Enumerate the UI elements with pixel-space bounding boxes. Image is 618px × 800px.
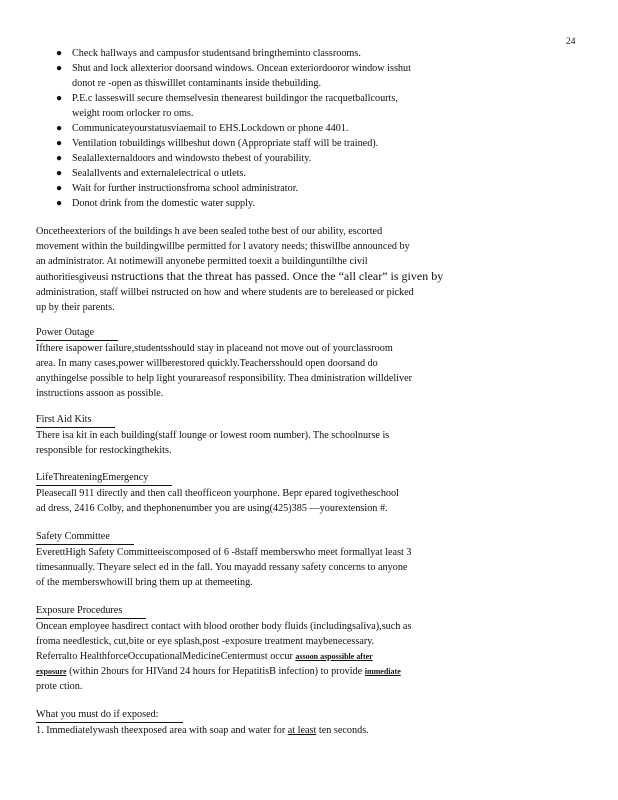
section-heading: What you must do if exposed: (36, 707, 183, 723)
first-aid-section (36, 412, 498, 458)
section-line: froma needlestick, cut,bite or eye splash,post -exposure treatment maybenecessary. (36, 636, 375, 647)
emphasis-text: exposure (36, 667, 67, 676)
bullet-item (54, 151, 494, 166)
bullet-icon: ● (56, 63, 63, 74)
bullet-text: P.E.c lasseswill secure themselvesin thenearest buildingor the racquetballcourts, (72, 93, 398, 104)
bullet-text: Ventilation tobuildings willbeshut down (Appropriate staff will be trained). (72, 138, 379, 149)
bullet-text: weight room orlocker ro oms. (72, 108, 194, 119)
section-line: EverettHigh Safety Committeeiscomposed of 6 -8staff memberswho meet formallyat least 3 (36, 547, 412, 558)
emphasis-text: immediate (364, 667, 401, 676)
bullet-icon: ● (56, 123, 63, 134)
section-heading: Safety Committee (36, 529, 134, 545)
section-line: timesannually. Theyare select ed in the fall. You mayadd ressany safety concerns to anyone (36, 562, 408, 573)
section-line: Pleasecall 911 directly and then call theofficeon yourphone. Bepr epared togivetheschool (36, 488, 399, 499)
section-line: anythingelse possible to help light yourareasof responsibility. Thea dministration willdeliver (36, 373, 413, 384)
section-line: 1. Immediatelywash theexposed area with soap and water for at least ten seconds. (36, 725, 369, 736)
bullet-item (54, 46, 494, 61)
intro-paragraph (36, 224, 506, 315)
bullet-icon: ● (56, 93, 63, 104)
section-line: Referralto HealthforceOccupationalMedicineCentermust occur assoon aspossible after (36, 651, 373, 662)
bullet-item (54, 196, 494, 211)
section-line: ad dress, 2416 Colby, and thephonenumber you are using(425)385 —yourextension #. (36, 503, 388, 514)
bullet-text: Wait for further instructionsfroma school administrator. (72, 183, 299, 194)
power-outage-section (36, 325, 498, 401)
safety-committee-section (36, 529, 498, 590)
bullet-text: Sealallvents and externalelectrical o utlets. (72, 168, 246, 179)
section-heading: First Aid Kits (36, 412, 115, 428)
bullet-item (54, 91, 494, 121)
section-heading: Exposure Procedures (36, 603, 146, 619)
bullet-icon: ● (56, 138, 63, 149)
emphasis-text: assoon aspossible after (295, 652, 373, 661)
bullet-icon: ● (56, 183, 63, 194)
intro-line: administration, staff willbei nstructed on how and where students are to bereleased or picked (36, 287, 414, 298)
bullet-text: donot re -open as thiswilllet contaminants inside thebuilding. (72, 78, 321, 89)
section-heading: Power Outage (36, 325, 118, 341)
section-line: responsible for restockingthekits. (36, 445, 172, 456)
emergency-section (36, 470, 498, 516)
bullet-text: Check hallways and campusfor studentsand bringtheminto classrooms. (72, 48, 361, 59)
section-line: Ifthere isapower failure,studentsshould stay in placeand not move out of yourclassroom (36, 343, 393, 354)
bullet-text: Donot drink from the domestic water supply. (72, 198, 255, 209)
section-line: Oncean employee hasdirect contact with blood orother body fluids (includingsaliva),such as (36, 621, 412, 632)
bullet-text: Sealallexternaldoors and windowsto thebest of yourability. (72, 153, 312, 164)
intro-line: Oncetheexteriors of the buildings h ave been sealed tothe best of our ability, escorted (36, 226, 383, 237)
section-line: There isa kit in each building(staff lounge or lowest room number). The schoolnurse is (36, 430, 390, 441)
lockdown-bullet-list (54, 46, 494, 211)
page-number: 24 (566, 37, 576, 47)
bullet-item (54, 181, 494, 196)
if-exposed-section (36, 707, 498, 738)
bullet-item (54, 136, 494, 151)
bullet-icon: ● (56, 168, 63, 179)
intro-line: movement within the buildingwillbe permitted for l avatory needs; thiswillbe announced by (36, 241, 410, 252)
bullet-text: Communicateyourstatusviaemail to EHS.Lockdown or phone 4401. (72, 123, 349, 134)
bullet-item (54, 121, 494, 136)
bullet-icon: ● (56, 198, 63, 209)
section-line: area. In many cases,power willberestored quickly.Teachersshould open doorsand do (36, 358, 378, 369)
section-line: prote ction. (36, 681, 83, 692)
intro-line: up by their parents. (36, 302, 115, 313)
bullet-text: Shut and lock allexterior doorsand windows. Oncean exteriordooror window isshut (72, 63, 411, 74)
bullet-item (54, 166, 494, 181)
section-line: of the memberswhowill bring them up at themeeting. (36, 577, 253, 588)
exposure-procedures-section (36, 603, 498, 694)
bullet-icon: ● (56, 48, 63, 59)
bullet-icon: ● (56, 153, 63, 164)
section-line: exposure (within 2hours for HIVand 24 hours for HepatitisB infection) to provide immediate (36, 666, 401, 677)
intro-line: an administrator. At notimewill anyonebe permitted toexit a buildinguntilthe civil (36, 256, 368, 267)
intro-line: authoritiesgiveusi nstructions that the threat has passed. Once the “all clear” is given by (36, 269, 444, 283)
section-heading: LifeThreateningEmergency (36, 470, 172, 486)
section-line: instructions assoon as possible. (36, 388, 164, 399)
bullet-item (54, 61, 494, 91)
emphasis-text: at least (287, 725, 317, 736)
